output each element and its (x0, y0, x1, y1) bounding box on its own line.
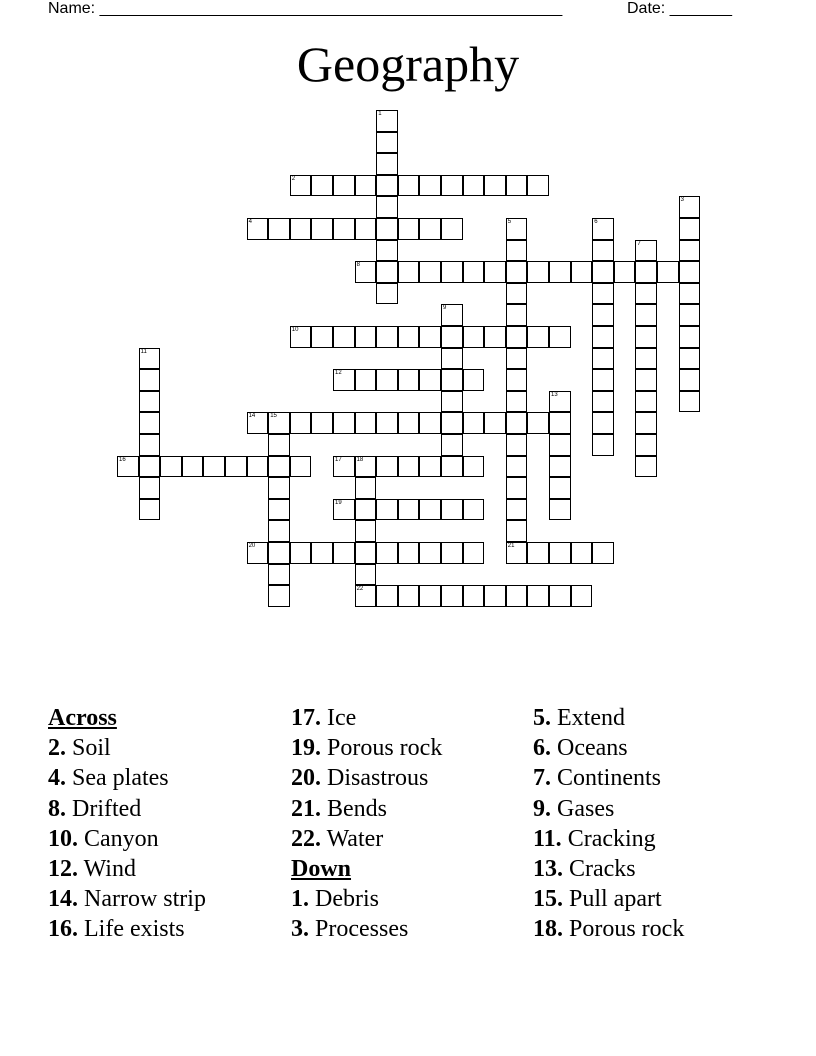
grid-cell[interactable] (549, 261, 571, 283)
grid-cell[interactable] (398, 585, 420, 607)
grid-cell[interactable] (333, 499, 355, 521)
clue-number: 10. (48, 825, 78, 852)
grid-cell[interactable] (203, 456, 225, 478)
grid-cell[interactable] (441, 434, 463, 456)
cell-number: 14 (248, 413, 256, 420)
cell-number: 9 (443, 305, 447, 312)
grid-cell[interactable] (268, 585, 290, 607)
clue-text: Cracking (567, 825, 656, 852)
across-clue (48, 854, 206, 884)
grid-cell[interactable] (441, 412, 463, 434)
grid-cell[interactable] (398, 456, 420, 478)
grid-cell[interactable] (441, 261, 463, 283)
grid-cell[interactable] (571, 261, 593, 283)
grid-cell[interactable] (355, 261, 377, 283)
grid-cell[interactable] (333, 326, 355, 348)
grid-cell[interactable] (268, 412, 290, 434)
grid-cell[interactable] (333, 456, 355, 478)
grid-cell[interactable] (484, 261, 506, 283)
grid-cell[interactable] (398, 326, 420, 348)
grid-cell[interactable] (376, 240, 398, 262)
grid-cell[interactable] (376, 110, 398, 132)
cell-number: 13 (551, 391, 558, 398)
grid-cell[interactable] (635, 434, 657, 456)
grid-cell[interactable] (268, 477, 290, 499)
grid-cell[interactable] (311, 412, 333, 434)
across-clue (291, 824, 442, 854)
grid-cell[interactable] (247, 218, 269, 240)
grid-cell[interactable] (398, 499, 420, 521)
grid-cell[interactable] (506, 520, 528, 542)
grid-cell[interactable] (592, 434, 614, 456)
grid-cell[interactable] (355, 456, 377, 478)
grid-cell[interactable] (679, 304, 701, 326)
down-heading: Down (291, 856, 352, 883)
grid-cell[interactable] (463, 261, 485, 283)
clue-text: Processes (315, 916, 409, 943)
clue-number: 14. (48, 886, 78, 913)
grid-cell[interactable] (506, 261, 528, 283)
grid-cell[interactable] (419, 499, 441, 521)
grid-cell[interactable] (139, 456, 161, 478)
grid-cell[interactable] (527, 412, 549, 434)
grid-cell[interactable] (376, 196, 398, 218)
grid-cell[interactable] (355, 585, 377, 607)
clue-number: 5. (533, 705, 551, 731)
clue-text: Disastrous (327, 765, 429, 792)
grid-cell[interactable] (549, 326, 571, 348)
grid-cell[interactable] (441, 304, 463, 326)
clue-number: 15. (533, 886, 563, 913)
grid-cell[interactable] (506, 304, 528, 326)
grid-cell[interactable] (376, 369, 398, 391)
down-clue (533, 763, 684, 793)
grid-cell[interactable] (290, 326, 312, 348)
across-clue (291, 733, 442, 763)
clue-text: Canyon (84, 825, 159, 852)
clue-text: Wind (83, 856, 136, 883)
cell-number: 18 (356, 456, 364, 463)
grid-cell[interactable] (333, 218, 355, 240)
clue-text: Bends (327, 795, 387, 822)
grid-cell[interactable] (290, 412, 312, 434)
page-title: Geography (296, 36, 520, 92)
grid-cell[interactable] (635, 326, 657, 348)
grid-cell[interactable] (419, 585, 441, 607)
grid-cell[interactable] (398, 369, 420, 391)
grid-cell[interactable] (225, 456, 247, 478)
grid-cell[interactable] (376, 412, 398, 434)
cell-number: 1 (378, 111, 382, 117)
clue-text: Cracks (569, 856, 636, 883)
grid-cell[interactable] (506, 412, 528, 434)
grid-cell[interactable] (355, 477, 377, 499)
grid-cell[interactable] (441, 499, 463, 521)
grid-cell[interactable] (614, 261, 636, 283)
grid-cell[interactable] (139, 477, 161, 499)
grid-cell[interactable] (182, 456, 204, 478)
clue-text: Porous rock (569, 916, 685, 943)
grid-cell[interactable] (506, 434, 528, 456)
clue-text: Ice (327, 705, 357, 731)
grid-cell[interactable] (463, 499, 485, 521)
grid-cell[interactable] (506, 391, 528, 413)
grid-cell[interactable] (333, 412, 355, 434)
grid-cell[interactable] (679, 283, 701, 305)
grid-cell[interactable] (635, 369, 657, 391)
grid-cell[interactable] (311, 326, 333, 348)
cell-number: 6 (594, 219, 598, 225)
grid-cell[interactable] (333, 369, 355, 391)
clue-number: 8. (48, 795, 66, 822)
clue-column-2 (291, 703, 442, 945)
grid-cell[interactable] (592, 542, 614, 564)
grid-cell[interactable] (419, 412, 441, 434)
cell-number: 5 (507, 219, 512, 225)
clue-text: Debris (315, 886, 379, 913)
clue-number: 2. (48, 735, 66, 762)
grid-cell[interactable] (549, 434, 571, 456)
grid-cell[interactable] (268, 564, 290, 586)
clue-column-1 (48, 703, 206, 945)
grid-cell[interactable] (419, 542, 441, 564)
grid-cell[interactable] (441, 326, 463, 348)
down-clue (533, 884, 684, 914)
grid-cell[interactable] (268, 218, 290, 240)
grid-cell[interactable] (635, 283, 657, 305)
grid-cell[interactable] (635, 348, 657, 370)
grid-cell[interactable] (506, 283, 528, 305)
clue-text: Continents (557, 765, 662, 792)
clue-number: 20. (291, 765, 321, 792)
grid-cell[interactable] (571, 585, 593, 607)
grid-cell[interactable] (376, 283, 398, 305)
grid-cell[interactable] (506, 499, 528, 521)
grid-cell[interactable] (527, 261, 549, 283)
across-clue (48, 914, 206, 944)
cell-number: 7 (637, 240, 641, 247)
grid-cell[interactable] (592, 240, 614, 262)
clue-number: 12. (48, 856, 78, 883)
grid-cell[interactable] (419, 326, 441, 348)
grid-cell[interactable] (527, 175, 549, 197)
grid-cell[interactable] (398, 175, 420, 197)
grid-cell[interactable] (376, 585, 398, 607)
grid-cell[interactable] (160, 456, 182, 478)
clue-number: 13. (533, 856, 563, 883)
grid-cell[interactable] (592, 412, 614, 434)
grid-cell[interactable] (376, 261, 398, 283)
cell-number: 10 (291, 327, 299, 333)
grid-cell[interactable] (311, 218, 333, 240)
grid-cell[interactable] (679, 218, 701, 240)
grid-cell[interactable] (441, 175, 463, 197)
clue-text: Gases (557, 795, 615, 822)
grid-cell[interactable] (635, 304, 657, 326)
grid-cell[interactable] (463, 542, 485, 564)
grid-cell[interactable] (355, 499, 377, 521)
across-clue (291, 703, 442, 733)
grid-cell[interactable] (268, 434, 290, 456)
grid-cell[interactable] (139, 499, 161, 521)
down-clue (533, 854, 684, 884)
grid-cell[interactable] (139, 369, 161, 391)
grid-cell[interactable] (376, 175, 398, 197)
clue-text: Oceans (557, 735, 628, 762)
grid-cell[interactable] (419, 456, 441, 478)
clue-text: Life exists (84, 916, 185, 943)
grid-cell[interactable] (441, 542, 463, 564)
grid-cell[interactable] (527, 542, 549, 564)
grid-cell[interactable] (139, 348, 161, 370)
grid-cell[interactable] (376, 132, 398, 154)
grid-cell[interactable] (506, 326, 528, 348)
grid-cell[interactable] (592, 326, 614, 348)
grid-cell[interactable] (355, 369, 377, 391)
clue-number: 7. (533, 765, 551, 792)
grid-cell[interactable] (484, 175, 506, 197)
grid-cell[interactable] (506, 542, 528, 564)
grid-cell[interactable] (311, 175, 333, 197)
grid-cell[interactable] (268, 520, 290, 542)
grid-cell[interactable] (679, 348, 701, 370)
name-field[interactable]: Name: ____________________________________________________ (48, 0, 563, 17)
grid-cell[interactable] (139, 412, 161, 434)
grid-cell[interactable] (376, 326, 398, 348)
grid-cell[interactable] (355, 175, 377, 197)
grid-cell[interactable] (247, 542, 269, 564)
grid-cell[interactable] (419, 261, 441, 283)
grid-cell[interactable] (592, 261, 614, 283)
clue-number: 9. (533, 795, 551, 822)
grid-cell[interactable] (506, 477, 528, 499)
cell-number: 4 (248, 219, 252, 225)
grid-cell[interactable] (355, 326, 377, 348)
clue-text: Soil (72, 735, 111, 762)
grid-cell[interactable] (441, 585, 463, 607)
grid-cell[interactable] (679, 391, 701, 413)
grid-cell[interactable] (484, 585, 506, 607)
clue-number: 6. (533, 735, 551, 762)
clue-column-3 (533, 703, 684, 945)
grid-cell[interactable] (139, 434, 161, 456)
grid-cell[interactable] (506, 218, 528, 240)
clue-number: 22. (291, 825, 321, 852)
clue-text: Drifted (72, 795, 142, 822)
cell-number: 19 (335, 499, 342, 506)
clue-number: 19. (291, 735, 321, 762)
clue-text: Sea plates (72, 765, 169, 792)
grid-cell[interactable] (290, 542, 312, 564)
clue-number: 11. (533, 825, 562, 852)
clue-number: 16. (48, 916, 78, 943)
down-clue (533, 914, 684, 944)
grid-cell[interactable] (679, 240, 701, 262)
grid-cell[interactable] (376, 153, 398, 175)
cell-number: 3 (680, 197, 684, 204)
grid-cell[interactable] (398, 218, 420, 240)
cell-number: 8 (356, 262, 360, 269)
grid-cell[interactable] (290, 218, 312, 240)
cell-number: 16 (119, 456, 126, 463)
grid-cell[interactable] (376, 218, 398, 240)
grid-cell[interactable] (549, 499, 571, 521)
down-clue (533, 703, 684, 733)
clue-number: 17. (291, 705, 321, 731)
grid-cell[interactable] (268, 456, 290, 478)
grid-cell[interactable] (592, 391, 614, 413)
grid-cell[interactable] (549, 542, 571, 564)
grid-cell[interactable] (679, 369, 701, 391)
grid-cell[interactable] (549, 456, 571, 478)
grid-cell[interactable] (139, 391, 161, 413)
clue-text: Narrow strip (84, 886, 206, 913)
grid-cell[interactable] (592, 283, 614, 305)
grid-cell[interactable] (527, 585, 549, 607)
across-clue (48, 884, 206, 914)
grid-cell[interactable] (463, 412, 485, 434)
date-field[interactable]: Date: _______ (627, 0, 732, 17)
grid-cell[interactable] (592, 369, 614, 391)
grid-cell[interactable] (290, 175, 312, 197)
clue-number: 18. (533, 916, 563, 943)
clue-number: 3. (291, 916, 309, 943)
grid-cell[interactable] (441, 348, 463, 370)
across-clue (48, 763, 206, 793)
across-clue (48, 824, 206, 854)
grid-cell[interactable] (398, 261, 420, 283)
grid-cell[interactable] (355, 218, 377, 240)
grid-cell[interactable] (268, 499, 290, 521)
grid-cell[interactable] (333, 542, 355, 564)
grid-cell[interactable] (376, 456, 398, 478)
grid-cell[interactable] (247, 456, 269, 478)
grid-cell[interactable] (484, 326, 506, 348)
clue-number: 1. (291, 886, 309, 913)
clue-number: 21. (291, 795, 321, 822)
grid-cell[interactable] (635, 391, 657, 413)
cell-number: 15 (270, 413, 277, 420)
grid-cell[interactable] (549, 391, 571, 413)
grid-cell[interactable] (527, 326, 549, 348)
cell-number: 21 (507, 543, 515, 549)
grid-cell[interactable] (592, 218, 614, 240)
grid-cell[interactable] (635, 261, 657, 283)
grid-cell[interactable] (506, 175, 528, 197)
grid-cell[interactable] (355, 412, 377, 434)
cell-number: 11 (140, 348, 147, 355)
cell-number: 20 (248, 543, 256, 549)
clue-text: Water (326, 825, 384, 852)
grid-cell[interactable] (484, 412, 506, 434)
across-heading: Across (48, 705, 117, 731)
grid-cell[interactable] (333, 175, 355, 197)
grid-cell[interactable] (592, 348, 614, 370)
grid-cell[interactable] (398, 542, 420, 564)
grid-cell[interactable] (117, 456, 139, 478)
grid-cell[interactable] (506, 348, 528, 370)
grid-cell[interactable] (355, 564, 377, 586)
clue-number: 4. (48, 765, 66, 792)
down-clue (291, 914, 442, 944)
grid-cell[interactable] (506, 240, 528, 262)
cell-number: 17 (335, 456, 342, 463)
grid-cell[interactable] (506, 585, 528, 607)
down-clue (533, 794, 684, 824)
grid-cell[interactable] (463, 175, 485, 197)
grid-cell[interactable] (679, 326, 701, 348)
grid-cell[interactable] (549, 585, 571, 607)
grid-cell[interactable] (506, 369, 528, 391)
grid-cell[interactable] (657, 261, 679, 283)
grid-cell[interactable] (290, 456, 312, 478)
grid-cell[interactable] (549, 477, 571, 499)
grid-cell[interactable] (441, 391, 463, 413)
clue-text: Pull apart (569, 886, 662, 913)
cell-number: 2 (291, 175, 296, 182)
clue-text: Extend (557, 705, 625, 731)
across-clue (48, 733, 206, 763)
cell-number: 22 (356, 586, 364, 593)
grid-cell[interactable] (592, 304, 614, 326)
down-clue (533, 733, 684, 763)
grid-cell[interactable] (247, 412, 269, 434)
grid-cell[interactable] (463, 456, 485, 478)
grid-cell[interactable] (376, 542, 398, 564)
grid-cell[interactable] (441, 456, 463, 478)
down-clue (533, 824, 684, 854)
grid-cell[interactable] (376, 499, 398, 521)
grid-cell[interactable] (419, 218, 441, 240)
down-clue (291, 884, 442, 914)
grid-cell[interactable] (355, 542, 377, 564)
grid-cell[interactable] (441, 218, 463, 240)
grid-cell[interactable] (268, 542, 290, 564)
grid-cell[interactable] (635, 412, 657, 434)
cell-number: 12 (335, 370, 342, 377)
across-clue (291, 763, 442, 793)
grid-cell[interactable] (463, 369, 485, 391)
grid-cell[interactable] (679, 196, 701, 218)
grid-cell[interactable] (419, 369, 441, 391)
grid-cell[interactable] (506, 456, 528, 478)
grid-cell[interactable] (635, 240, 657, 262)
grid-cell[interactable] (441, 369, 463, 391)
across-clue (48, 794, 206, 824)
grid-cell[interactable] (419, 175, 441, 197)
grid-cell[interactable] (635, 456, 657, 478)
grid-cell[interactable] (679, 261, 701, 283)
grid-cell[interactable] (549, 412, 571, 434)
grid-cell[interactable] (311, 542, 333, 564)
across-clue (291, 794, 442, 824)
grid-cell[interactable] (398, 412, 420, 434)
grid-cell[interactable] (463, 585, 485, 607)
grid-cell[interactable] (571, 542, 593, 564)
clue-text: Porous rock (327, 735, 443, 762)
grid-cell[interactable] (463, 326, 485, 348)
grid-cell[interactable] (355, 520, 377, 542)
